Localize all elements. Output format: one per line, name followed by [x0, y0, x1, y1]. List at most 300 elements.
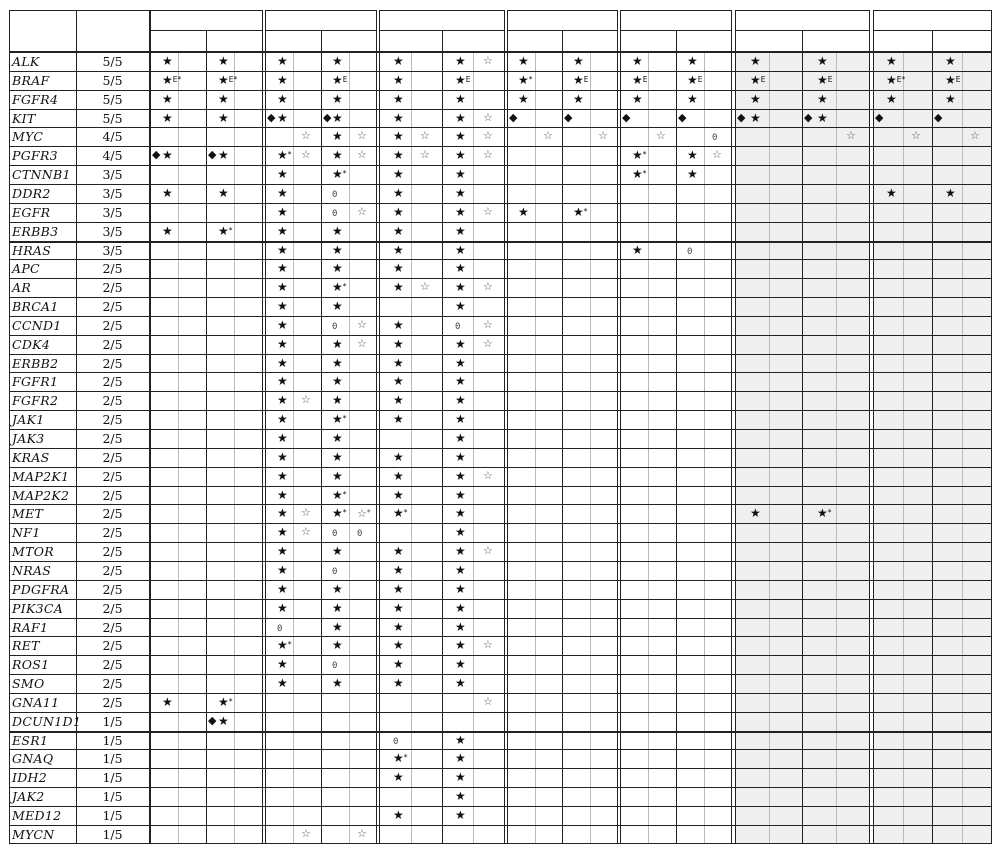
star-marker: ★ — [393, 412, 404, 427]
star-marker: ★ — [162, 110, 173, 125]
gene-name: MYC — [12, 129, 44, 145]
mutation-frequency: 2/5 — [102, 506, 123, 522]
gene-name: JAK1 — [12, 412, 45, 428]
mutation-frequency: 2/5 — [102, 676, 123, 692]
star-marker: ★E* — [886, 72, 906, 87]
hollow-star-marker: ☆ — [420, 129, 430, 143]
mutation-frequency: 2/5 — [102, 544, 123, 560]
mutation-frequency: 2/5 — [102, 355, 123, 371]
hollow-star-marker: ☆ — [357, 148, 367, 162]
star-marker: ★ — [455, 487, 466, 502]
star-marker: ★ — [332, 242, 343, 257]
star-marker: ★E — [632, 72, 648, 87]
gene-name: NF1 — [12, 525, 41, 541]
row-line — [9, 599, 992, 600]
row-line — [9, 542, 992, 543]
star-marker: ★ — [886, 91, 897, 106]
gene-name: PGFR3 — [12, 148, 58, 164]
star-marker: ★ — [455, 638, 466, 653]
star-marker: ★ — [687, 167, 698, 182]
diamond-marker: ◆ — [208, 713, 217, 727]
star-marker: ★ — [277, 393, 288, 408]
gene-name: ROS1 — [12, 657, 50, 673]
row-line — [9, 165, 992, 166]
gene-name: HRAS — [12, 242, 52, 258]
hollow-star-marker: ☆ — [357, 336, 367, 350]
star-marker: ★ — [332, 581, 343, 596]
mutation-frequency: 2/5 — [102, 317, 123, 333]
star-marker: ★ — [573, 91, 584, 106]
zero-marker: 0 — [332, 529, 338, 540]
grid-line — [262, 10, 263, 844]
star-marker: ★ — [687, 54, 698, 68]
marker-suffix: * — [342, 169, 347, 179]
grid-line — [676, 30, 677, 844]
gene-name: MAP2K1 — [12, 468, 70, 484]
row-line — [9, 486, 992, 487]
star-marker: ★ — [817, 91, 828, 106]
star-marker: ★ — [455, 261, 466, 276]
star-marker: ★ — [332, 91, 343, 106]
star-marker: ★* — [332, 167, 347, 182]
hollow-star-marker: ☆ — [357, 129, 367, 143]
grid-line — [376, 10, 377, 844]
star-marker: ★ — [393, 619, 404, 634]
gene-name: RET — [12, 638, 40, 654]
gene-name: MTOR — [12, 544, 54, 560]
hollow-star-marker: ☆* — [357, 507, 371, 521]
row-line — [9, 749, 992, 750]
star-marker: ★ — [393, 393, 404, 408]
hollow-star-marker: ☆ — [483, 129, 493, 143]
star-marker: ★ — [277, 487, 288, 502]
hollow-star-marker: ☆ — [301, 148, 311, 162]
gene-name: ALK — [12, 54, 40, 69]
marker-suffix: * — [366, 508, 371, 518]
star-marker: ★ — [332, 54, 343, 68]
gene-name: KRAS — [12, 449, 50, 465]
star-marker: ★ — [332, 110, 343, 125]
zero-marker: 0 — [393, 736, 399, 747]
mutation-frequency: 5/5 — [102, 54, 123, 69]
marker-suffix: E — [827, 74, 833, 84]
star-marker: ★ — [277, 336, 288, 351]
star-marker: ★ — [455, 525, 466, 540]
mutation-frequency: 2/5 — [102, 581, 123, 597]
star-marker: ★ — [277, 431, 288, 445]
hollow-star-marker: ☆ — [483, 336, 493, 350]
star-marker: ★ — [632, 242, 643, 257]
star-marker: ★ — [455, 299, 466, 314]
marker-suffix: * — [403, 508, 408, 518]
row-line — [9, 146, 992, 147]
star-marker: ★ — [455, 808, 466, 822]
star-marker: ★ — [455, 393, 466, 408]
mutation-frequency: 1/5 — [102, 808, 123, 823]
row-line — [9, 787, 992, 788]
row-line — [9, 768, 992, 769]
marker-suffix: * — [342, 489, 347, 499]
row-line — [9, 618, 992, 619]
mutation-frequency: 2/5 — [102, 657, 123, 673]
marker-suffix: E — [583, 74, 589, 84]
row-line — [9, 655, 992, 656]
star-marker: ★ — [332, 638, 343, 653]
star-marker: ★ — [455, 431, 466, 445]
zero-marker: 0 — [277, 623, 283, 634]
diamond-marker: ◆ — [678, 110, 687, 124]
star-marker: ★ — [455, 185, 466, 200]
marker-suffix: * — [342, 282, 347, 292]
grid-line — [9, 10, 150, 11]
star-marker: ★ — [277, 355, 288, 370]
star-marker: ★ — [332, 431, 343, 445]
marker-suffix: * — [642, 150, 647, 160]
star-marker: ★ — [277, 581, 288, 596]
hollow-star-marker: ☆ — [483, 204, 493, 218]
marker-suffix: * — [528, 74, 533, 84]
hollow-star-marker: ☆ — [357, 317, 367, 331]
star-marker: ★E* — [162, 72, 182, 87]
row-line — [9, 241, 992, 243]
star-marker: ★ — [393, 676, 404, 691]
gene-name: MYCN — [12, 826, 55, 842]
star-marker: ★ — [573, 54, 584, 68]
zero-marker: 0 — [332, 566, 338, 577]
star-marker: ★ — [393, 72, 404, 87]
marker-suffix: E — [465, 74, 471, 84]
row-line — [9, 731, 992, 733]
row-line — [9, 504, 992, 505]
star-marker: ★ — [455, 544, 466, 559]
gene-name: GNA11 — [12, 694, 60, 710]
star-marker: ★ — [886, 185, 897, 200]
row-line — [9, 410, 992, 411]
mutation-frequency: 2/5 — [102, 525, 123, 541]
star-marker: ★ — [332, 600, 343, 615]
row-line — [9, 354, 992, 355]
row-line — [9, 806, 992, 807]
mutation-frequency: 3/5 — [102, 242, 123, 258]
star-marker: ★ — [455, 600, 466, 615]
grid-line — [617, 10, 618, 844]
grid-line — [379, 10, 380, 844]
star-marker: ★ — [277, 280, 288, 295]
gene-name: DCUN1D1 — [12, 713, 82, 729]
row-line — [9, 693, 992, 694]
hollow-star-marker: ☆ — [970, 129, 980, 143]
row-line — [9, 184, 992, 185]
mutation-frequency: 2/5 — [102, 694, 123, 710]
star-marker: ★ — [455, 732, 466, 747]
marker-suffix: * — [342, 508, 347, 518]
marker-suffix: * — [342, 414, 347, 424]
grid-line — [265, 10, 377, 11]
star-marker: ★ — [393, 167, 404, 182]
hollow-star-marker: ☆ — [846, 129, 856, 143]
star-marker: ★ — [455, 506, 466, 521]
grid-line — [507, 10, 618, 11]
marker-suffix: E — [642, 74, 648, 84]
star-marker: ★* — [332, 412, 347, 427]
marker-suffix: E* — [172, 74, 182, 84]
gene-name: SMO — [12, 676, 45, 692]
row-line — [9, 71, 992, 72]
gene-name: GNAQ — [12, 751, 54, 767]
gene-name: CDK4 — [12, 336, 51, 352]
star-marker: ★ — [277, 544, 288, 559]
star-marker: ★E — [573, 72, 589, 87]
gene-name: FGFR1 — [12, 374, 59, 390]
star-marker: ★ — [277, 299, 288, 314]
star-marker: ★ — [218, 91, 229, 106]
diamond-marker: ◆ — [564, 110, 573, 124]
star-marker: ★ — [455, 54, 466, 68]
zero-marker: 0 — [455, 321, 461, 332]
star-marker: ★ — [277, 242, 288, 257]
star-marker: ★* — [218, 694, 233, 709]
gene-name: BRAF — [12, 72, 50, 88]
star-marker: ★ — [277, 91, 288, 106]
star-marker: ★* — [632, 148, 647, 163]
mutation-frequency: 2/5 — [102, 280, 123, 296]
star-marker: ★ — [945, 54, 956, 68]
star-marker: ★ — [393, 449, 404, 464]
star-marker: ★ — [218, 54, 229, 68]
row-line — [9, 259, 992, 260]
diamond-marker: ◆ — [323, 110, 332, 124]
marker-suffix: * — [583, 206, 588, 216]
star-marker: ★ — [332, 223, 343, 238]
bottom-line — [9, 843, 992, 844]
star-marker: ★ — [393, 487, 404, 502]
mutation-frequency: 2/5 — [102, 487, 123, 503]
star-marker: ★ — [632, 91, 643, 106]
star-marker: ★ — [393, 374, 404, 389]
grid-line — [873, 10, 992, 11]
marker-suffix: E — [342, 74, 348, 84]
mutation-frequency: 2/5 — [102, 412, 123, 428]
star-marker: ★ — [277, 185, 288, 200]
mutation-frequency: 3/5 — [102, 185, 123, 201]
star-marker: ★ — [332, 374, 343, 389]
mutation-frequency: 1/5 — [102, 770, 123, 786]
star-marker: ★* — [393, 751, 408, 766]
diamond-marker: ◆ — [267, 110, 276, 124]
zero-marker: 0 — [332, 208, 338, 219]
zero-marker: 0 — [332, 661, 338, 672]
mutation-frequency: 4/5 — [102, 129, 123, 145]
star-marker: ★ — [277, 317, 288, 332]
star-marker: ★ — [277, 468, 288, 483]
marker-suffix: * — [642, 169, 647, 179]
mutation-frequency: 1/5 — [102, 826, 123, 842]
mutation-frequency: 1/5 — [102, 732, 123, 748]
star-marker: ★ — [393, 110, 404, 125]
star-marker: ★ — [817, 110, 828, 125]
star-marker: ★ — [393, 600, 404, 615]
star-marker: ★ — [518, 204, 529, 219]
marker-suffix: * — [287, 150, 292, 160]
zero-marker: 0 — [687, 246, 693, 257]
star-marker: ★E — [817, 72, 833, 87]
star-marker: ★ — [455, 374, 466, 389]
marker-suffix: E* — [896, 74, 906, 84]
star-marker: ★ — [277, 54, 288, 68]
star-marker: ★ — [332, 676, 343, 691]
star-marker: ★ — [393, 185, 404, 200]
mutation-frequency: 2/5 — [102, 449, 123, 465]
row-line — [9, 391, 992, 392]
hollow-star-marker: ☆ — [420, 280, 430, 294]
diamond-marker: ◆ — [622, 110, 631, 124]
star-marker: ★* — [277, 638, 292, 653]
star-marker: ★ — [332, 261, 343, 276]
star-marker: ★* — [573, 204, 588, 219]
star-marker: ★ — [218, 148, 229, 163]
hollow-star-marker: ☆ — [301, 826, 311, 840]
hollow-star-marker: ☆ — [483, 110, 493, 124]
grid-line — [150, 10, 263, 11]
star-marker: ★ — [455, 355, 466, 370]
star-marker: ★ — [162, 694, 173, 709]
row-line — [9, 203, 992, 204]
star-marker: ★ — [750, 91, 761, 106]
grid-line — [802, 30, 803, 844]
mutation-frequency: 2/5 — [102, 299, 123, 315]
star-marker: ★ — [455, 129, 466, 144]
grid-line — [735, 10, 870, 11]
star-marker: ★ — [687, 91, 698, 106]
mutation-frequency: 2/5 — [102, 562, 123, 578]
star-marker: ★ — [277, 562, 288, 577]
diamond-marker: ◆ — [934, 110, 943, 124]
star-marker: ★ — [455, 110, 466, 125]
star-marker: ★ — [393, 808, 404, 822]
grid-line — [442, 30, 443, 844]
star-marker: ★ — [455, 223, 466, 238]
row-line — [9, 316, 992, 317]
grid-line — [206, 30, 207, 844]
row-line — [9, 825, 992, 826]
zero-marker: 0 — [332, 321, 338, 332]
mutation-frequency: 2/5 — [102, 638, 123, 654]
hollow-star-marker: ☆ — [357, 826, 367, 840]
star-marker: ★ — [332, 393, 343, 408]
hollow-star-marker: ☆ — [483, 694, 493, 708]
star-marker: ★ — [277, 676, 288, 691]
gene-name: MED12 — [12, 808, 62, 823]
grid-line — [504, 10, 505, 844]
gene-name: PIK3CA — [12, 600, 64, 616]
gene-name: ERBB2 — [12, 355, 59, 371]
star-marker: ★* — [277, 148, 292, 163]
grid-line — [562, 30, 563, 844]
star-marker: ★* — [518, 72, 533, 87]
gene-name: FGFR4 — [12, 91, 59, 107]
star-marker: ★ — [332, 468, 343, 483]
hollow-star-marker: ☆ — [598, 129, 608, 143]
gene-name: RAF1 — [12, 619, 49, 635]
grid-line — [379, 10, 505, 11]
star-marker: ★ — [393, 581, 404, 596]
row-line — [9, 674, 992, 675]
star-marker: ★ — [455, 167, 466, 182]
diamond-marker: ◆ — [208, 148, 217, 162]
row-line — [9, 297, 992, 298]
star-marker: ★ — [277, 506, 288, 521]
row-line — [9, 448, 992, 449]
mutation-frequency: 2/5 — [102, 431, 123, 446]
star-marker: ★ — [277, 110, 288, 125]
hollow-star-marker: ☆ — [483, 280, 493, 294]
hollow-star-marker: ☆ — [483, 638, 493, 652]
grid-line — [150, 10, 151, 844]
star-marker: ★ — [455, 336, 466, 351]
grid-line — [735, 10, 736, 844]
star-marker: ★ — [455, 657, 466, 672]
row-line — [9, 372, 992, 373]
star-marker: ★ — [332, 148, 343, 163]
star-marker: ★ — [393, 129, 404, 144]
star-marker: ★ — [277, 374, 288, 389]
star-marker: ★ — [162, 148, 173, 163]
star-marker: ★ — [687, 148, 698, 163]
hollow-star-marker: ☆ — [483, 148, 493, 162]
star-marker: ★ — [393, 148, 404, 163]
gene-name: PDGFRA — [12, 581, 70, 597]
star-marker: ★ — [393, 468, 404, 483]
row-line — [9, 90, 992, 91]
star-marker: ★E — [332, 72, 348, 87]
star-marker: ★ — [455, 204, 466, 219]
star-marker: ★ — [393, 657, 404, 672]
marker-suffix: E — [760, 74, 766, 84]
star-marker: ★ — [518, 54, 529, 68]
star-marker: ★ — [393, 336, 404, 351]
star-marker: ★ — [162, 54, 173, 68]
star-marker: ★* — [332, 487, 347, 502]
star-marker: ★ — [277, 449, 288, 464]
hollow-star-marker: ☆ — [911, 129, 921, 143]
star-marker: ★ — [518, 91, 529, 106]
gene-name: AR — [12, 280, 32, 296]
star-marker: ★ — [455, 581, 466, 596]
grid-line — [149, 10, 150, 844]
grid-line — [873, 10, 874, 844]
star-marker: ★ — [393, 242, 404, 257]
zero-marker: 0 — [332, 189, 338, 200]
star-marker: ★ — [455, 91, 466, 106]
mutation-frequency: 4/5 — [102, 148, 123, 164]
star-marker: ★ — [886, 54, 897, 68]
star-marker: ★E — [750, 72, 766, 87]
row-line — [9, 580, 992, 581]
star-marker: ★ — [455, 789, 466, 804]
mutation-frequency: 3/5 — [102, 223, 123, 239]
star-marker: ★ — [393, 223, 404, 238]
gene-name: ERBB3 — [12, 223, 59, 239]
hollow-star-marker: ☆ — [357, 204, 367, 218]
mutation-frequency: 2/5 — [102, 261, 123, 277]
row-line — [9, 429, 992, 430]
star-marker: ★ — [277, 204, 288, 219]
star-marker: ★ — [332, 544, 343, 559]
star-marker: ★ — [455, 751, 466, 766]
star-marker: ★ — [218, 185, 229, 200]
diamond-marker: ◆ — [152, 148, 161, 162]
row-line — [9, 127, 992, 128]
